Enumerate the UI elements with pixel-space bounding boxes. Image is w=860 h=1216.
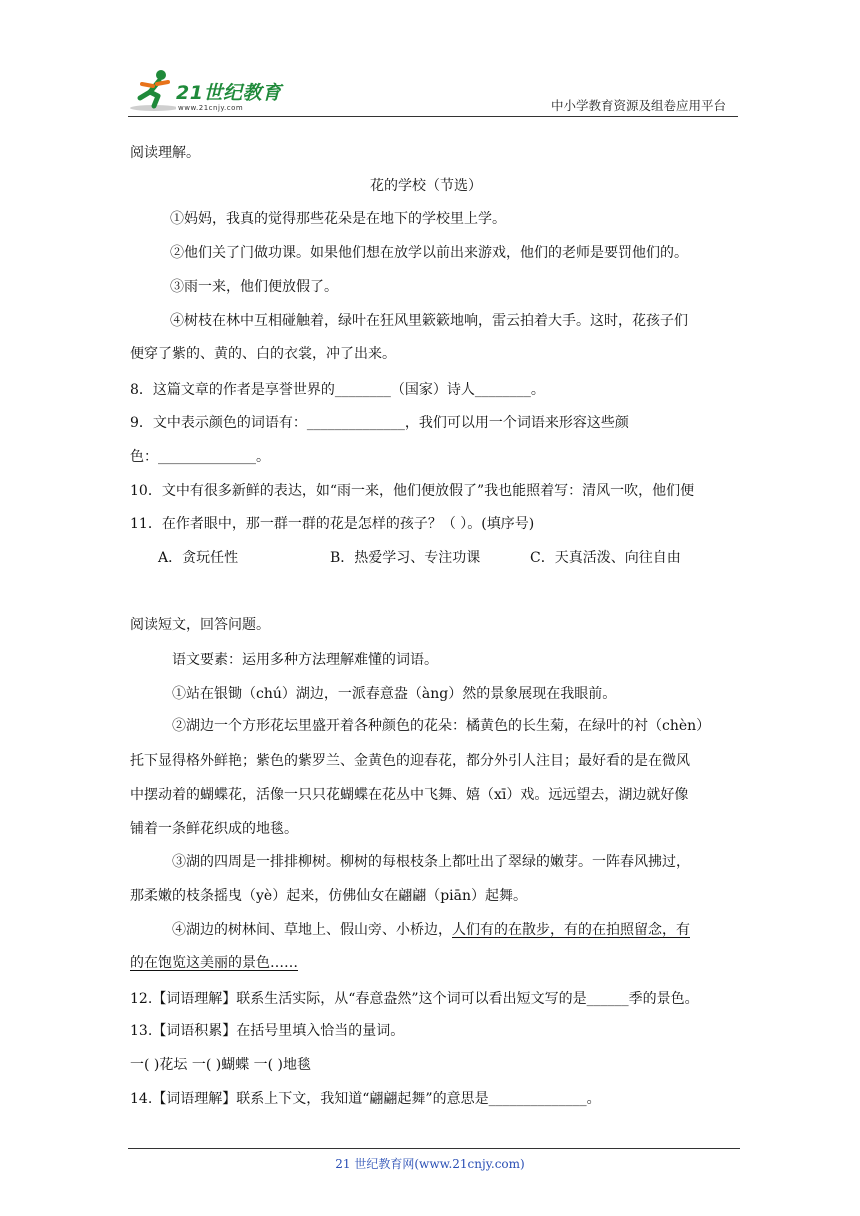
- logo-url: www.21cnjy.com: [178, 104, 244, 112]
- footer-link[interactable]: 21 世纪教育网(www.21cnjy.com): [335, 1157, 525, 1171]
- logo-text: 21世纪教育: [176, 82, 282, 104]
- question-13: 13.【词语积累】在括号里填入恰当的量词。: [130, 1023, 405, 1039]
- question-12: 12.【词语理解】联系生活实际，从“春意盎然”这个词可以看出短文写的是______季的景色。: [130, 991, 699, 1007]
- question-13-blanks: 一( )花坛 一( )蝴蝶 一( )地毯: [130, 1057, 312, 1073]
- section2-paragraph-2a: ②湖边一个方形花坛里盛开着各种颜色的花朵：橘黄色的长生菊，在绿叶的衬（chèn）: [172, 718, 711, 734]
- section2-paragraph-2d: 铺着一条鲜花织成的地毯。: [130, 821, 298, 837]
- section1-paragraph-1: ①妈妈，我真的觉得那些花朵是在地下的学校里上学。: [170, 211, 506, 227]
- header-divider: [128, 116, 738, 117]
- section2-paragraph-4a: [172, 920, 690, 940]
- option-a: A．贪玩任性: [158, 550, 239, 566]
- platform-title: 中小学教育资源及组卷应用平台: [550, 98, 726, 113]
- underlined-sentence-part-2: 的在饱览这美丽的景色……: [130, 955, 298, 971]
- question-10: 10．文中有很多新鲜的表达，如“雨一来，他们便放假了”我也能照着写：清风一吹，他们便: [130, 483, 695, 499]
- question-14: 14.【词语理解】联系上下文，我知道“翩翩起舞”的意思是______________。: [130, 1091, 601, 1107]
- section2-paragraph-1: ①站在银锄（chú）湖边，一派春意盎（àng）然的景象展现在我眼前。: [172, 686, 617, 702]
- question-11: 11．在作者眼中，那一群一群的花是怎样的孩子？（ ）。(填序号): [130, 516, 535, 532]
- section1-paragraph-4a: ④树枝在林中互相碰触着，绿叶在狂风里簌簌地响，雷云拍着大手。这时，花孩子们: [170, 313, 688, 329]
- section1-paragraph-2: ②他们关了门做功课。如果他们想在放学以前出来游戏，他们的老师是要罚他们的。: [170, 245, 688, 261]
- underlined-sentence-part-1: 人们有的在散步，有的在拍照留念，有: [452, 922, 690, 938]
- section1-paragraph-4b: 便穿了紫的、黄的、白的衣裳，冲了出来。: [130, 346, 396, 362]
- site-logo[interactable]: [128, 68, 298, 114]
- section1-instruction: 阅读理解。: [130, 145, 200, 161]
- question-9b: 色：______________。: [130, 449, 270, 465]
- section2-paragraph-2b: 托下显得格外鲜艳；紫色的紫罗兰、金黄色的迎春花，都分外引人注目；最好看的是在微风: [130, 753, 690, 769]
- section2-paragraph-3b: 那柔嫩的枝条摇曳（yè）起来，仿佛仙女在翩翩（piān）起舞。: [130, 888, 527, 904]
- section2-instruction: 阅读短文，回答问题。: [130, 617, 270, 633]
- section2-element: 语文要素：运用多种方法理解难懂的词语。: [172, 652, 438, 668]
- section1-title: 花的学校（节选）: [370, 178, 482, 194]
- section1-paragraph-3: ③雨一来，他们便放假了。: [170, 279, 338, 295]
- question-8: 8．这篇文章的作者是享誉世界的________（国家）诗人________。: [130, 382, 545, 398]
- section2-paragraph-2c: 中摆动着的蝴蝶花，活像一只只花蝴蝶在花丛中飞舞、嬉（xī）戏。远远望去，湖边就好像: [130, 787, 689, 803]
- question-9a: 9．文中表示颜色的词语有：______________，我们可以用一个词语来形容这些颜: [130, 415, 629, 431]
- option-b: B．热爱学习、专注功课: [330, 550, 481, 566]
- runner-logo-icon: [128, 68, 176, 114]
- option-c: C．天真活泼、向往自由: [530, 550, 681, 566]
- paragraph-4a-text: ④湖边的树林间、草地上、假山旁、小桥边，: [172, 922, 452, 938]
- section2-paragraph-3a: ③湖的四周是一排排柳树。柳树的每根枝条上都吐出了翠绿的嫩芽。一阵春风拂过，: [172, 854, 690, 870]
- page-header: [128, 64, 738, 118]
- footer-divider: [128, 1148, 740, 1149]
